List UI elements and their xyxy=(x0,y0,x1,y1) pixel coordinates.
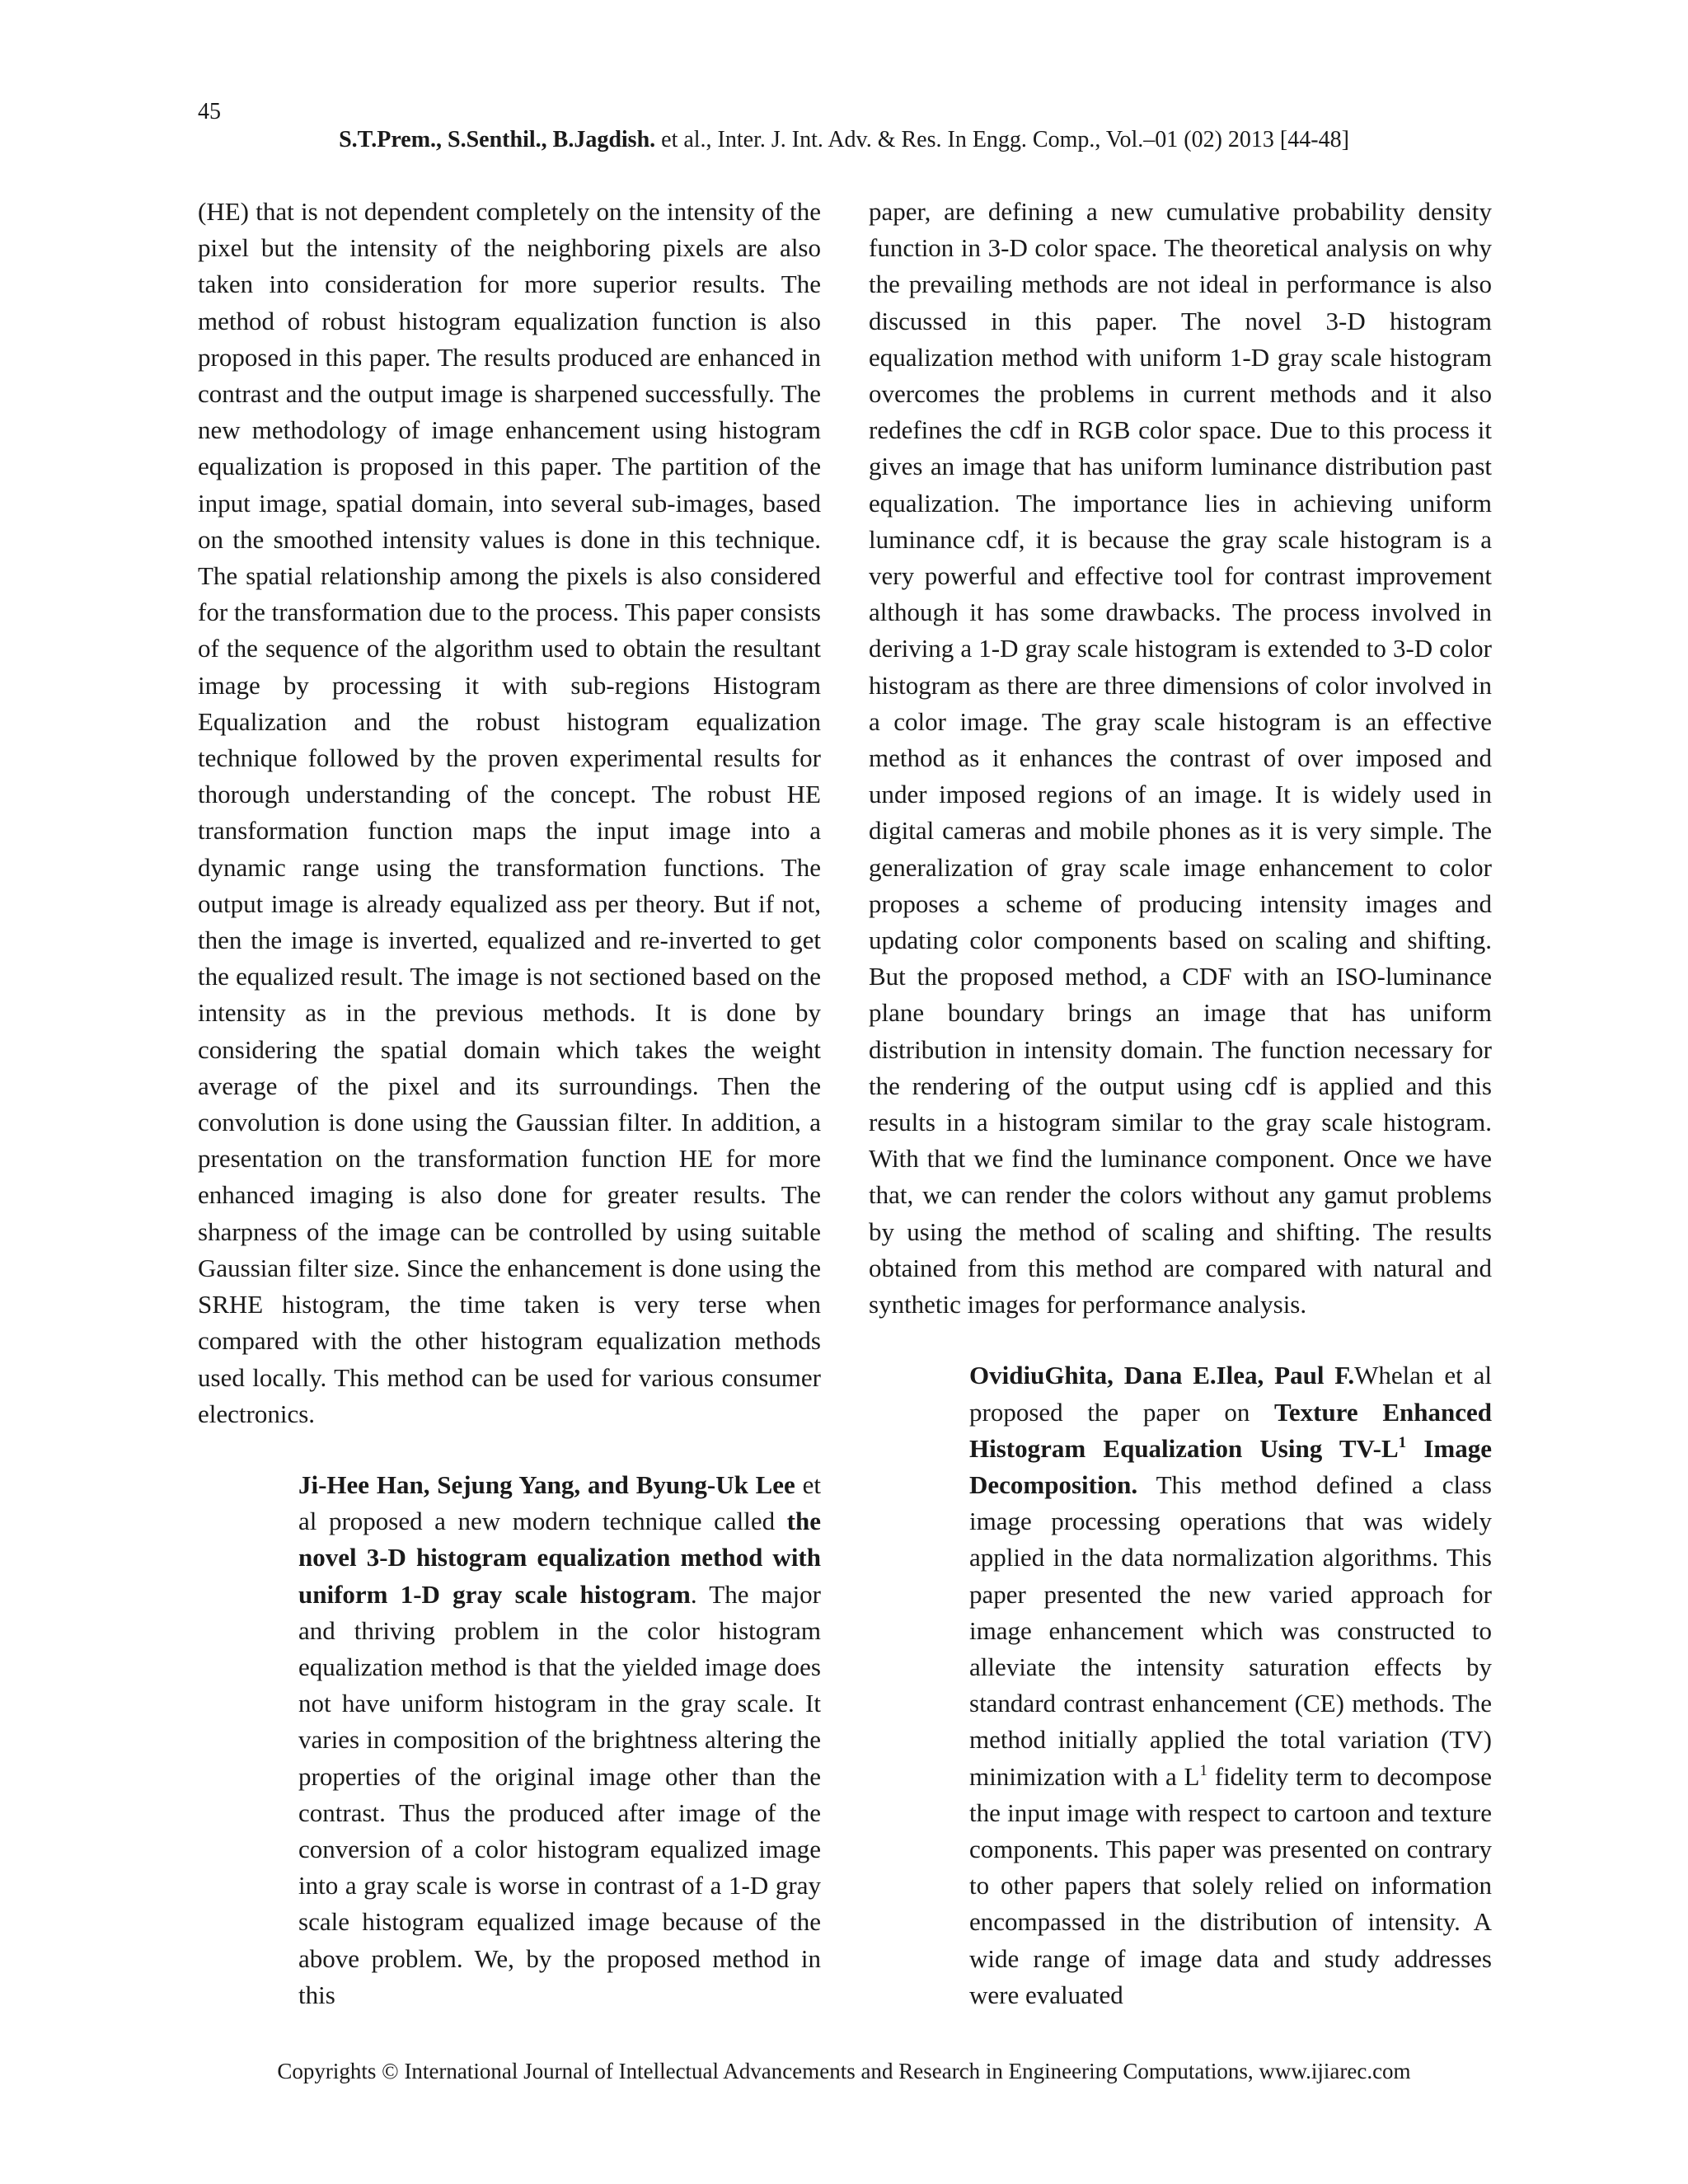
header-citation: et al., Inter. J. Int. Adv. & Res. In Engg. Comp., Vol.–01 (02) 2013 [44-48] xyxy=(655,127,1349,152)
running-header xyxy=(0,127,1688,153)
body-paragraph: Ji-Hee Han, Sejung Yang, and Byung-Uk Lee et al proposed a new modern technique called the novel 3-D histogram equalization method with uniform 1-D gray scale histogram. The major and thriving problem in the color histogram equalization method is that the yielded image does not have uniform histogram in the gray scale. It varies in composition of the brightness altering the properties of the original image other than the contrast. Thus the produced after image of the conversion of a color histogram equalized image into a gray scale is worse in contrast of a 1-D gray scale histogram equalized image because of the above problem. We, by the proposed method in this xyxy=(298,1469,821,2009)
cited-authors: Ji-Hee Han, Sejung Yang, and Byung-Uk Lee xyxy=(298,1469,795,1499)
body-paragraph: paper, are defining a new cumulative probability density function in 3-D color space. The theoretical analysis on why the prevailing methods are not ideal in performance is also discussed in this paper. The novel 3-D histogram equalization method with uniform 1-D gray scale histogram overcomes the problems in current methods and it also redefines the cdf in RGB color space. Due to this process it gives an image that has uniform luminance distribution past equalization. The importance lies in achieving uniform luminance cdf, it is because the gray scale histogram is a very powerful and effective tool for contrast improvement although it has some drawbacks. The process involved in deriving a 1-D gray scale histogram is extended to 3-D color histogram as there are three dimensions of color involved in a color image. The gray scale histogram is an effective method as it enhances the contrast of over imposed and under imposed regions of an image. It is widely used in digital cameras and mobile phones as it is very simple. The generalization of gray scale image enhancement to color proposes a scheme of producing intensity images and updating color components based on scaling and shifting. But the proposed method, a CDF with an ISO-luminance plane boundary brings an image that has uniform distribution in intensity domain. The function necessary for the rendering of the output using cdf is applied and this results in a histogram similar to the gray scale histogram. With that we find the luminance component. Once we have that, we can render the colors without any gamut problems by using the method of scaling and shifting. The results obtained from this method are compared with natural and synthetic images for performance analysis. xyxy=(869,197,1492,1319)
body-paragraph: OvidiuGhita, Dana E.Ilea, Paul F.Whelan et al proposed the paper on Texture Enhanced Histogram Equalization Using $TV-L^1$ Image Decomposition. This method defined a class image processing operations that was widely applied in the data normalization algorithms. This paper presented the new varied approach for image enhancement which was constructed to alleviate the intensity saturation effects by standard contrast enhancement (CE) methods. The method initially applied the total variation (TV) minimization with a $L^1$ fidelity term to decompose the input image with respect to cartoon and texture components. This paper was presented on contrary to other papers that solely relied on information encompassed in the distribution of intensity. A wide range of image data and study addresses were evaluated xyxy=(969,1361,1492,2009)
page-number: 45 xyxy=(198,99,221,124)
cited-title: Texture Enhanced Histogram Equalization Using $TV-L^1$ Image Decomposition. xyxy=(969,1397,1492,1499)
body-paragraph: (HE) that is not dependent completely on the intensity of the pixel but the intensity of the neighboring pixels are also taken into consideration for more superior results. The method of robust histogram equalization function is also proposed in this paper. The results produced are enhanced in contrast and the output image is sharpened successfully. The new methodology of image enhancement using histogram equalization is proposed in this paper. The partition of the input image, spatial domain, into several sub-images, based on the smoothed intensity values is done in this technique. The spatial relationship among the pixels is also considered for the transformation due to the process. This paper consists of the sequence of the algorithm used to obtain the resultant image by processing it with sub-regions Histogram Equalization and the robust histogram equalization technique followed by the proven experimental results for thorough understanding of the concept. The robust HE transformation function maps the input image into a dynamic range using the transformation functions. The output image is already equalized ass per theory. But if not, then the image is inverted, equalized and re-inverted to get the equalized result. The image is not sectioned based on the intensity as in the previous methods. It is done by considering the spatial domain which takes the weight average of the pixel and its surroundings. Then the convolution is done using the Gaussian filter. In addition, a presentation on the transformation function HE for more enhanced imaging is also done for greater results. The sharpness of the image can be controlled by using suitable Gaussian filter size. Since the enhancement is done using the SRHE histogram, the time taken is very terse when compared with the other histogram equalization methods used locally. This method can be used for various consumer electronics. xyxy=(198,197,821,1428)
left-column xyxy=(198,194,821,2013)
header-authors: S.T.Prem., S.Senthil., B.Jagdish. xyxy=(339,127,656,152)
cited-title: the novel 3-D histogram equalization method with uniform 1-D gray scale histogram xyxy=(298,1507,821,1609)
cited-authors: OvidiuGhita, Dana E.Ilea, Paul F. xyxy=(969,1361,1355,1390)
right-column xyxy=(869,194,1492,2013)
copyright-footer: Copyrights © International Journal of Intellectual Advancements and Research in Engineering Computations, www.ijiarec.com xyxy=(277,2059,1411,2083)
